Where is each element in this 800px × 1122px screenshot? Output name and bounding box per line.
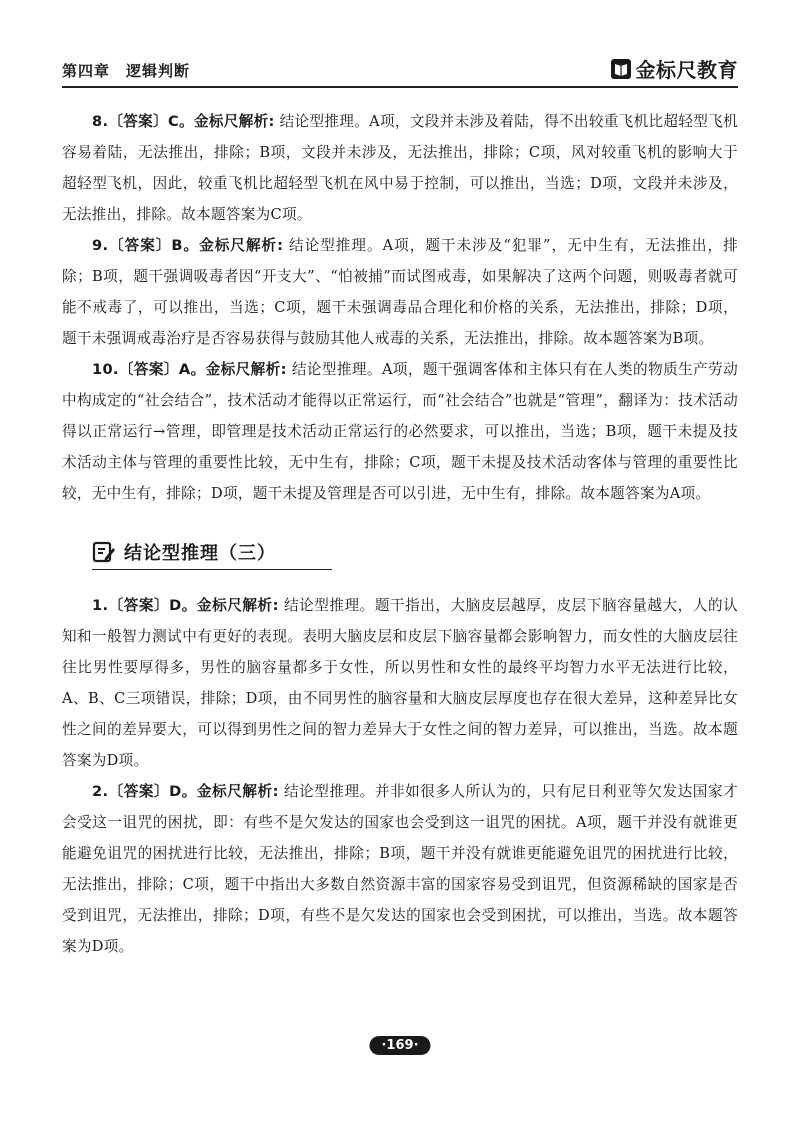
- book-logo-icon: [610, 58, 632, 80]
- answer-label: 9.〔答案〕B。金标尺解析:: [92, 237, 284, 254]
- brand-name: 金标尺教育: [635, 58, 738, 82]
- section-title: 结论型推理（三）: [124, 543, 276, 564]
- brand: [610, 54, 739, 83]
- page-content: [62, 106, 738, 962]
- answer-1: [62, 590, 738, 776]
- answer-label: 8.〔答案〕C。金标尺解析:: [92, 113, 275, 130]
- answer-10: [62, 354, 738, 509]
- answer-9: [62, 230, 738, 354]
- page-number: ·169·: [369, 1036, 430, 1055]
- answer-text: 结论型推理。A项，文段并未涉及着陆，得不出较重飞机比超轻型飞机容易着陆，无法推出，排除；B项，文段并未涉及，无法推出，排除；C项，风对较重飞机的影响大于超轻型飞机，因此，较重飞机比超轻型飞机在风中易于控制，可以推出，当选；D项，文段并未涉及，无法推出，排除。故本题答案为C项。: [62, 113, 738, 223]
- answer-text: 结论型推理。A项，题干强调客体和主体只有在人类的物质生产劳动中构成定的“社会结合”，技术活动才能得以正常运行，而“社会结合”也就是“管理”，翻译为：技术活动得以正常运行→管理，即管理是技术活动正常运行的必然要求，可以推出，当选；B项，题干未提及技术活动主体与管理的重要性比较，无中生有，排除；C项，题干未提及技术活动客体与管理的重要性比较，无中生有，排除；D项，题干未提及管理是否可以引进，无中生有，排除。故本题答案为A项。: [62, 361, 739, 502]
- page-header: [62, 52, 738, 86]
- answer-label: 1.〔答案〕D。金标尺解析:: [92, 597, 279, 614]
- answer-label: 10.〔答案〕A。金标尺解析:: [92, 361, 287, 378]
- answer-text: 结论型推理。题干指出，大脑皮层越厚，皮层下脑容量越大，人的认知和一般智力测试中有更好的表现。表明大脑皮层和皮层下脑容量都会影响智力，而女性的大脑皮层往往比男性要厚得多，男性的脑容量都多于女性，所以男性和女性的最终平均智力水平无法进行比较，A、B、C三项错误，排除；D项，由不同男性的脑容量和大脑皮层厚度也存在很大差异，这种差异比女性之间的差异要大，可以得到男性之间的智力差异大于女性之间的智力差异，可以推出，当选。故本题答案为D项。: [62, 597, 738, 769]
- answer-2: [62, 776, 738, 962]
- answer-label: 2.〔答案〕D。金标尺解析:: [92, 783, 279, 800]
- answer-8: [62, 106, 738, 230]
- edit-note-icon: [92, 540, 116, 564]
- answer-text: 结论型推理。A项，题干未涉及“犯罪”，无中生有，无法推出，排除；B项，题干强调吸毒者因“开支大”、“怕被捕”而试图戒毒，如果解决了这两个问题，则吸毒者就可能不戒毒了，可以推出，当选；C项，题干未强调毒品合理化和价格的关系，无法推出，排除；D项，题干未强调戒毒治疗是否容易获得与鼓励其他人戒毒的关系，无法推出，排除。故本题答案为B项。: [62, 237, 739, 347]
- section-heading: [92, 539, 332, 570]
- header-divider: [62, 86, 738, 88]
- answer-text: 结论型推理。并非如很多人所认为的，只有尼日利亚等欠发达国家才会受这一诅咒的困扰，即：有些不是欠发达的国家也会受到这一诅咒的困扰。A项，题干并没有就谁更能避免诅咒的困扰进行比较，无法推出，排除；B项，题干并没有就谁更能避免诅咒的困扰进行比较，无法推出，排除；C项，题干中指出大多数自然资源丰富的国家容易受到诅咒，但资源稀缺的国家是否受到诅咒，无法推出，排除；D项，有些不是欠发达的国家也会受到困扰，可以推出，当选。故本题答案为D项。: [62, 783, 738, 955]
- chapter-title: 第四章 逻辑判断: [62, 62, 191, 80]
